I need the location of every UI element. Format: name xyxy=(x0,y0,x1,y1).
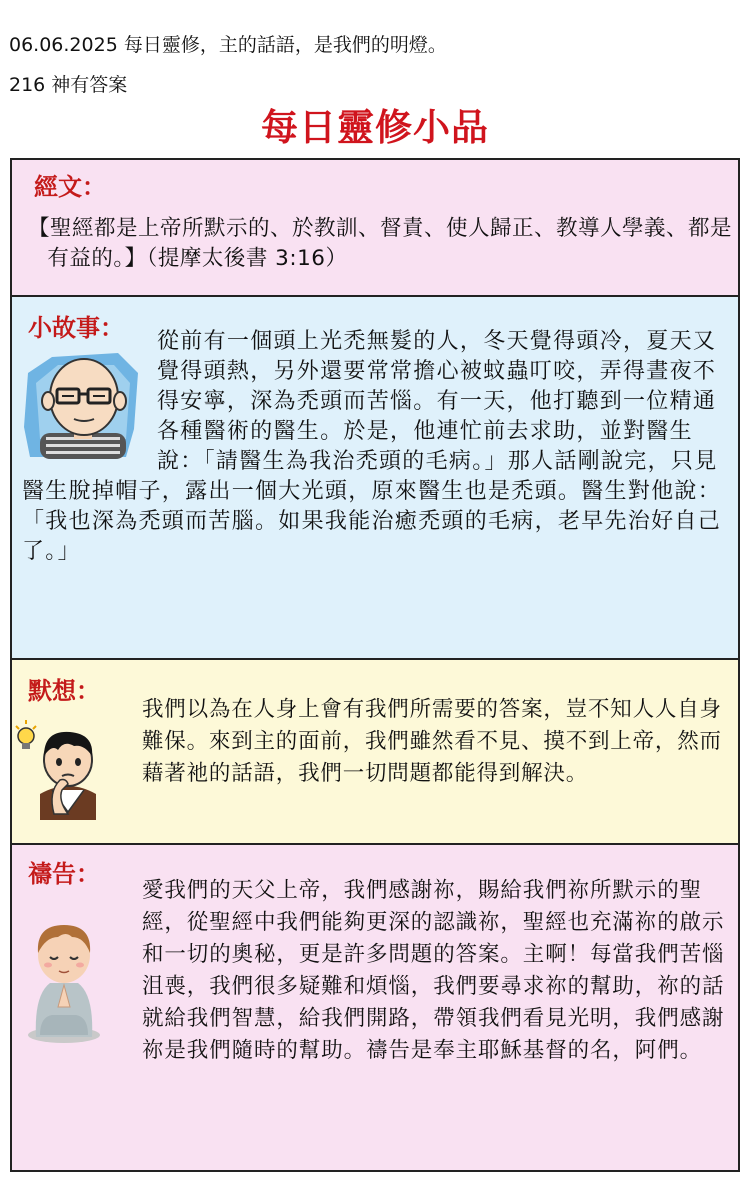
prayer-heading: 禱告： xyxy=(28,860,100,888)
prayer-section xyxy=(12,845,738,1170)
story-section xyxy=(12,297,738,660)
bald-man-avatar-icon xyxy=(22,343,142,461)
story-heading: 小故事： xyxy=(28,314,124,342)
devotion-card xyxy=(10,158,740,1172)
page-title: 每日靈修小品 xyxy=(261,106,489,149)
devotion-number-title: 216 神有答案 xyxy=(9,74,128,96)
scripture-heading: 經文： xyxy=(34,173,106,201)
meditation-heading: 默想： xyxy=(28,677,100,705)
story-text: 從前有一個頭上光禿無髮的人，冬天覺得頭冷，夏天又覺得頭熱，另外還要常常擔心被蚊蟲叮咬，弄得晝夜不得安寧，深為禿頭而苦惱。有一天，他打聽到一位精通各種醫術的醫生。於是，他連忙前去求助，並對醫生說：「請醫生為我治禿頭的毛病。」那人話剛說完，只見醫生脫掉帽子，露出一個大光頭，原來醫生也是禿頭。醫生對他說：「我也深為禿頭而苦腦。如果我能治癒禿頭的毛病，老早先治好自己了。」 xyxy=(22,329,722,564)
scripture-section xyxy=(12,160,738,297)
scripture-text: 【聖經都是上帝所默示的、於教訓、督責、使人歸正、教導人學義、都是有益的。】（提摩太後書 3:16） xyxy=(28,216,733,271)
meditation-section xyxy=(12,660,738,845)
date-header: 06.06.2025 每日靈修，主的話語，是我們的明燈。 xyxy=(9,34,447,56)
thinking-boy-lightbulb-icon xyxy=(14,716,106,820)
prayer-text: 愛我們的天父上帝，我們感謝祢，賜給我們祢所默示的聖經，從聖經中我們能夠更深的認識祢，聖經也充滿祢的啟示和一切的奧秘，更是許多問題的答案。主啊！每當我們苦惱沮喪，我們很多疑難和煩惱，我們要尋求祢的幫助，祢的話就給我們智慧，給我們開路，帶領我們看見光明，我們感謝祢是我們隨時的幫助。禱告是奉主耶穌基督的名，阿們。 xyxy=(142,878,725,1063)
praying-boy-icon xyxy=(24,919,104,1043)
meditation-text: 我們以為在人身上會有我們所需要的答案，豈不知人人自身難保。來到主的面前，我們雖然看不見、摸不到上帝，然而藉著祂的話語，我們一切問題都能得到解決。 xyxy=(142,697,722,786)
